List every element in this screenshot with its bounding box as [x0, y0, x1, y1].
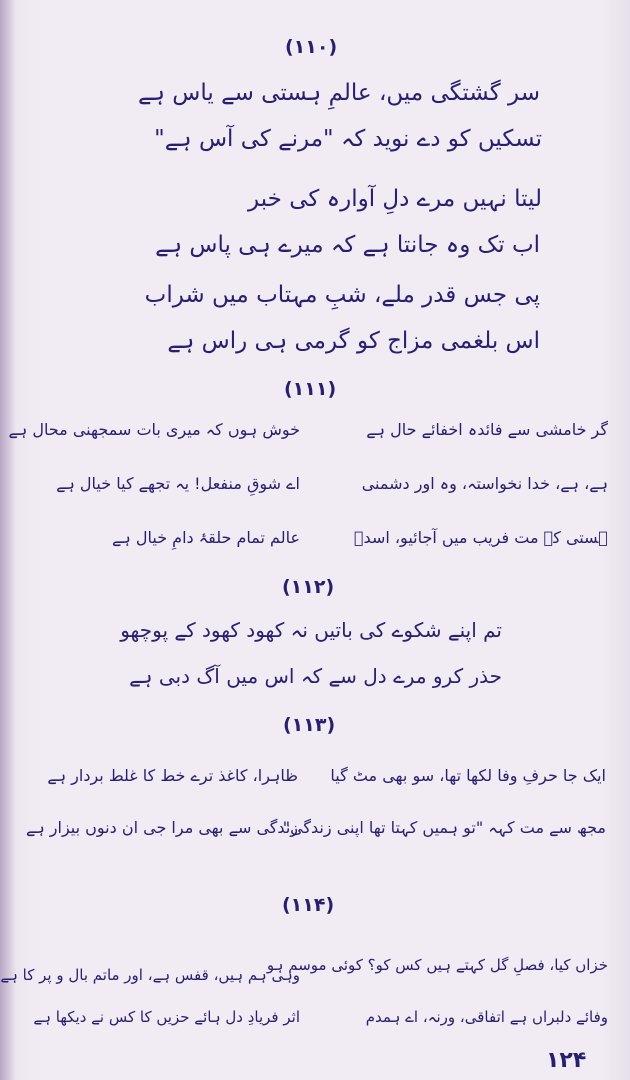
ghazal-111-hemistich-right-2: ہے، ہے، خدا نخواستہ، وہ اور دشمنی — [361, 474, 608, 493]
ghazal-110-line-5: پی جس قدر ملے، شبِ مہتاب میں شراب — [144, 282, 540, 308]
ghazal-110-line-1: سر گشتگی میں، عالمِ ہستی سے یاس ہے — [138, 80, 540, 106]
ghazal-110-line-2: تسکیں کو دے نوید کہ "مرنے کی آس ہے" — [154, 126, 542, 152]
ghazal-113-hemistich-right-1: ایک جا حرفِ وفا لکھا تھا، سو بھی مٹ گیا — [330, 766, 606, 785]
ghazal-112-number: (۱۱۲) — [282, 576, 335, 598]
ghazal-110-number: (۱۱۰) — [285, 36, 338, 58]
ghazal-110-line-4: اب تک وہ جانتا ہے کہ میرے ہی پاس ہے — [155, 232, 540, 258]
ghazal-112-line-2: حذر کرو مرے دل سے کہ اس میں آگ دبی ہے — [129, 664, 502, 688]
ghazal-111-hemistich-left-3: عالم تمام حلقۂ دامِ خیال ہے — [112, 528, 300, 547]
ghazal-114-hemistich-right-1: خزاں کیا، فصلِ گل کہتے ہیں کس کو؟ کوئی موسم ہو — [266, 956, 608, 974]
ghazal-112-line-1: تم اپنے شکوے کی باتیں نہ کھود کھود کے پوچھو — [120, 618, 502, 642]
ghazal-114-number: (۱۱۴) — [282, 894, 335, 916]
ghazal-113-hemistich-left-1: ظاہرا، کاغذ ترے خط کا غلط بردار ہے — [47, 766, 298, 785]
ghazal-111-hemistich-right-3: ہستی کے مت فریب میں آجائیو، اسدؔ — [353, 528, 608, 547]
ghazal-111-hemistich-left-1: خوش ہوں کہ میری بات سمجھنی محال ہے — [8, 420, 300, 439]
ghazal-113-hemistich-right-2: مجھ سے مت کہہ "تو ہمیں کہتا تھا اپنی زندگی" — [282, 818, 606, 837]
page-binding-edge — [0, 0, 16, 1080]
ghazal-111-hemistich-left-2: اے شوقِ منفعل! یہ تجھے کیا خیال ہے — [56, 474, 300, 493]
ghazal-110-line-3: لیتا نہیں مرے دلِ آوارہ کی خبر — [248, 186, 542, 212]
ghazal-114-hemistich-left-1: وہی ہم ہیں، قفس ہے، اور ماتم بال و پر کا ہے — [0, 966, 300, 984]
page-number: ۱۲۴ — [546, 1048, 587, 1073]
ghazal-111-number: (۱۱۱) — [284, 378, 337, 400]
ghazal-114-hemistich-left-2: اثر فریادِ دل ہائے حزیں کا کس نے دیکھا ہے — [33, 1008, 300, 1026]
ghazal-110-line-6: اس بلغمی مزاج کو گرمی ہی راس ہے — [167, 328, 540, 354]
ghazal-113-number: (۱۱۳) — [283, 714, 336, 736]
ghazal-113-hemistich-left-2: زندگی سے بھی مرا جی ان دنوں بیزار ہے — [25, 818, 298, 837]
ghazal-114-hemistich-right-2: وفائے دلبراں ہے اتفاقی، ورنہ، اے ہمدم — [365, 1008, 608, 1026]
ghazal-111-hemistich-right-1: گر خامشی سے فائدہ اخفائے حال ہے — [366, 420, 608, 439]
